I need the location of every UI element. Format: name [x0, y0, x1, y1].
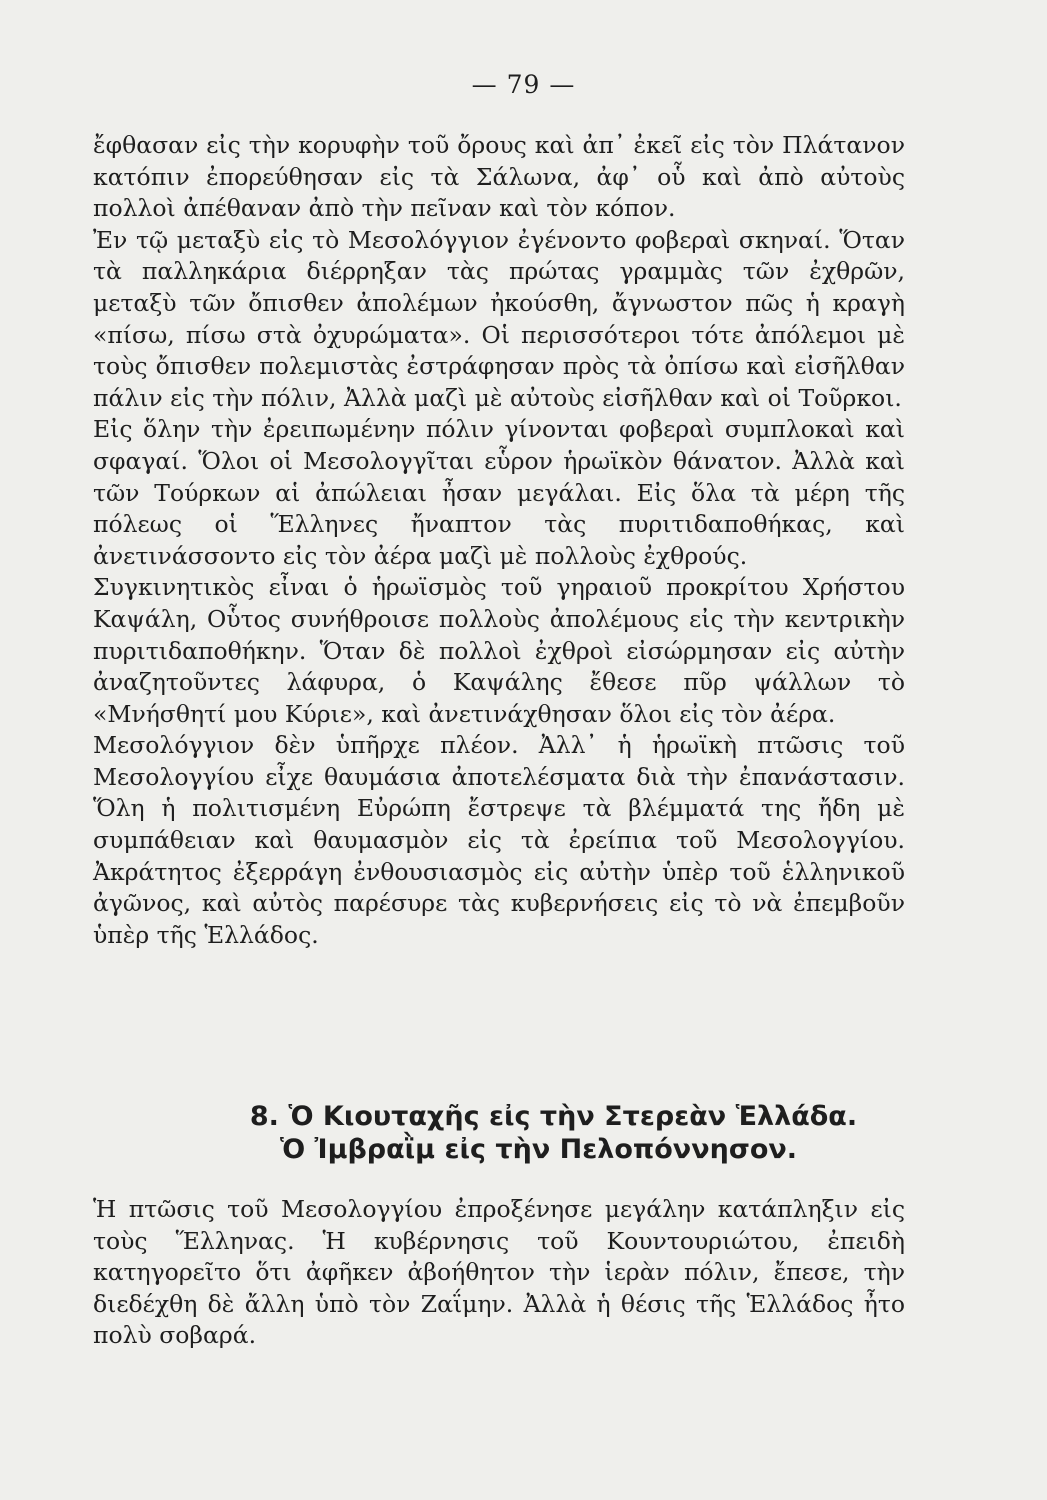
section-title-line-1: 8. Ὁ Κιουταχῆς εἰς τὴν Στερεὰν Ἑλλάδα.: [249, 1101, 858, 1132]
section-heading: [0, 1100, 1047, 1166]
main-text: [93, 130, 905, 951]
paragraph-2: Ἐν τῷ μεταξὺ εἰς τὸ Μεσολόγγιον ἐγένοντο φοβεραὶ σκηναί. Ὅταν τὰ παλληκάρια διέρρηξαν τὰς πρώτας γραμμὰς τῶν ἐχθρῶν, μεταξὺ τῶν ὄπισθεν ἀπολέμων ἠκούσθη, ἄγνωστον πῶς ἡ κραγὴ «πίσω, πίσω στὰ ὀχυρώματα». Οἱ περισσότεροι τότε ἀπόλεμοι μὲ τοὺς ὄπισθεν πολεμιστὰς ἐστράφησαν πρὸς τὰ ὀπίσω καὶ εἰσῆλθαν πάλιν εἰς τὴν πόλιν, Ἀλλὰ μαζὶ μὲ αὐτοὺς εἰσῆλθαν καὶ οἱ Τοῦρκοι.: [93, 225, 905, 412]
paragraph-1: ἔφθασαν εἰς τὴν κορυφὴν τοῦ ὄρους καὶ ἀπ᾿ ἐκεῖ εἰς τὸν Πλάτανον κατόπιν ἐπορεύθησαν εἰς τὰ Σάλωνα, ἀφ᾿ οὗ καὶ ἀπὸ αὐτοὺς πολλοὶ ἀπέθαναν ἀπὸ τὴν πεῖναν καὶ τὸν κόπον.: [93, 131, 905, 223]
paragraph-3: Εἰς ὅλην τὴν ἐρειπωμένην πόλιν γίνονται φοβεραὶ συμπλοκαὶ καὶ σφαγαί. Ὅλοι οἱ Μεσολογγῖται εὗρον ἡρωϊκὸν θάνατον. Ἀλλὰ καὶ τῶν Τούρκων αἱ ἀπώλειαι ἦσαν μεγάλαι. Εἰς ὅλα τὰ μέρη τῆς πόλεως οἱ Ἕλληνες ἤναπτον τὰς πυριτιδαποθήκας, καὶ ἀνετινάσσοντο εἰς τὸν ἀέρα μαζὶ μὲ πολλοὺς ἐχθρούς.: [93, 415, 905, 570]
section-paragraph-1: Ἡ πτῶσις τοῦ Μεσολογγίου ἐπροξένησε μεγάλην κατάπληξιν εἰς τοὺς Ἕλληνας. Ἡ κυβέρνησις τοῦ Κουντουριώτου, ἐπειδὴ κατηγορεῖτο ὅτι ἀφῆκεν ἀβοήθητον τὴν ἱερὰν πόλιν, ἔπεσε, τὴν διεδέχθη δὲ ἄλλη ὑπὸ τὸν Ζαΐμην. Ἀλλὰ ἡ θέσις τῆς Ἑλλάδος ἦτο πολὺ σοβαρά.: [93, 1195, 905, 1350]
page-number: — 79 —: [471, 70, 576, 99]
section-text: [93, 1194, 905, 1352]
paragraph-4: Συγκινητικὸς εἶναι ὁ ἡρωϊσμὸς τοῦ γηραιοῦ προκρίτου Χρήστου Καψάλη, Οὗτος συνήθροισε πολλοὺς ἀπολέμους εἰς τὴν κεντρικὴν πυριτιδαποθήκην. Ὅταν δὲ πολλοὶ ἐχθροὶ εἰσώρμησαν εἰς αὐτὴν ἀναζητοῦντες λάφυρα, ὁ Καψάλης ἔθεσε πῦρ ψάλλων τὸ «Μνήσθητί μου Κύριε», καὶ ἀνετινάχθησαν ὅλοι εἰς τὸν ἀέρα.: [93, 573, 905, 728]
section-title-line-2: Ὁ Ἰμβραῒμ εἰς τὴν Πελοπόννησον.: [279, 1134, 798, 1165]
paragraph-5: Μεσολόγγιον δὲν ὑπῆρχε πλέον. Ἀλλ᾿ ἡ ἡρωϊκὴ πτῶσις τοῦ Μεσολογγίου εἶχε θαυμάσια ἀποτελέσματα διὰ τὴν ἐπανάστασιν. Ὅλη ἡ πολιτισμένη Εὐρώπη ἔστρεψε τὰ βλέμματά της ἤδη μὲ συμπάθειαν καὶ θαυμασμὸν εἰς τὰ ἐρείπια τοῦ Μεσολογγίου. Ἀκράτητος ἐξερράγη ἐνθουσιασμὸς εἰς αὐτὴν ὑπὲρ τοῦ ἑλληνικοῦ ἀγῶνος, καὶ αὐτὸς παρέσυρε τὰς κυβερνήσεις εἰς τὸ νὰ ἐπεμβοῦν ὑπὲρ τῆς Ἑλλάδος.: [93, 731, 905, 949]
